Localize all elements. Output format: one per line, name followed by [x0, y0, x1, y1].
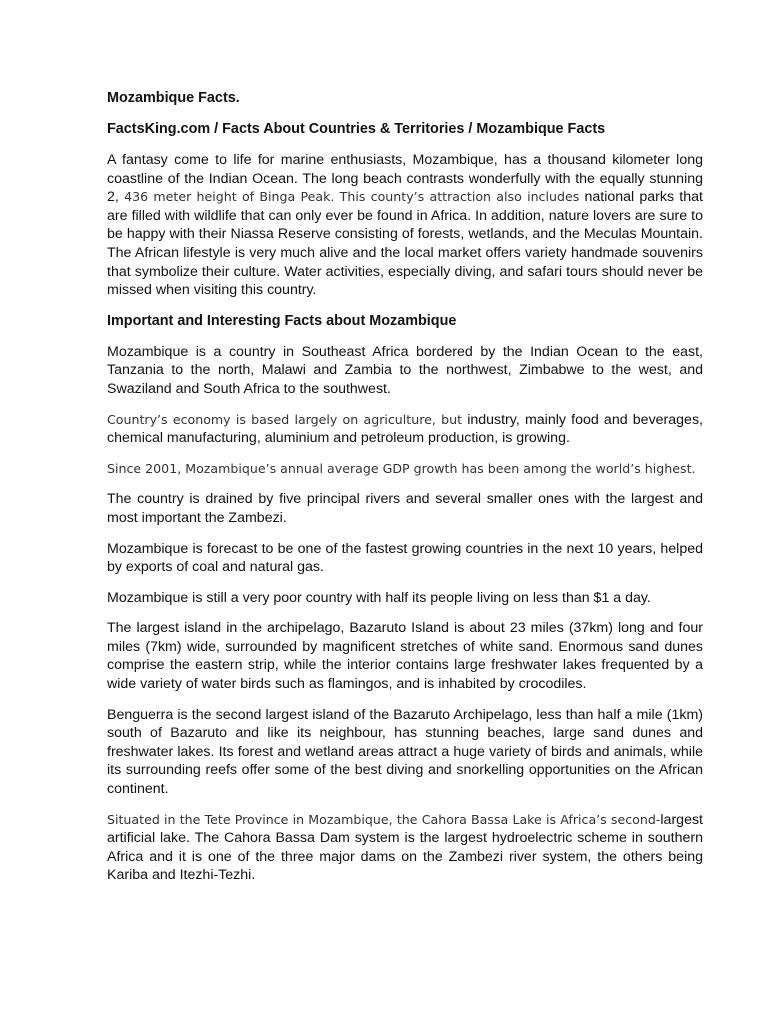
- document-title: Mozambique Facts.: [107, 90, 240, 106]
- benguerra-paragraph: Benguerra is the second largest island of the Bazaruto Archipelago, less than half a mile (1km) south of Bazaruto and like its neighbour, has stunning beaches, large sand dunes and freshwater lakes. Its forest and wetland areas attract a huge variety of birds and animals, while its surrounding reefs offer some of the best diving and snorkelling opportunities on the African continent.: [107, 706, 703, 798]
- gdp-paragraph: Since 2001, Mozambique’s annual average GDP growth has been among the world’s highest.: [107, 460, 696, 476]
- breadcrumb: FactsKing.com / Facts About Countries & Territories / Mozambique Facts: [107, 121, 606, 137]
- cahora-part-1: Situated in the Tete Province in Mozambique, the Cahora Bassa Lake is Africa’s second-: [107, 811, 661, 827]
- economy-part-1: Country’s economy is based largely on agriculture, but: [107, 411, 463, 427]
- section-subheading: Important and Interesting Facts about Mozambique: [107, 312, 457, 329]
- intro-part-3: national parks that are filled with wildlife that can only ever be found in Africa. In addition, nature lovers are sure to be happy with their Niassa Reserve consisting of forests, wetlands, and the Meculas Mountain. The African lifestyle is very much alive and the local market offers variety handmade souvenirs that symbolize their culture. Water activities, especially diving, and safari tours should never be missed when visiting this country.: [107, 189, 703, 299]
- economy-paragraph: [107, 411, 703, 448]
- intro-part-2: 436 meter height of Binga Peak. This county’s attraction also includes: [124, 189, 580, 205]
- forecast-paragraph: Mozambique is forecast to be one of the fastest growing countries in the next 10 years, helped by exports of coal and natural gas.: [107, 540, 703, 576]
- borders-paragraph: Mozambique is a country in Southeast Africa bordered by the Indian Ocean to the east, Tanzania to the north, Malawi and Zambia to the northwest, Zimbabwe to the west, and Swaziland and South Africa to the southwest.: [107, 343, 703, 397]
- rivers-paragraph: The country is drained by five principal rivers and several smaller ones with the largest and most important the Zambezi.: [107, 491, 703, 526]
- intro-paragraph: [107, 151, 703, 300]
- cahora-part-2: largest artificial lake. The Cahora Bassa Dam system is the largest hydroelectric scheme in southern Africa and it is one of the three major dams on the Zambezi river system, the others being Kariba and Itezhi-Tezhi.: [107, 811, 703, 884]
- economy-part-2: industry, mainly food and beverages, chemical manufacturing, aluminium and petroleum production, is growing.: [107, 411, 703, 447]
- bazaruto-paragraph: The largest island in the archipelago, Bazaruto Island is about 23 miles (37km) long and four miles (7km) wide, surrounded by magnificent stretches of white sand. Enormous sand dunes comprise the eastern strip, while the interior contains large freshwater lakes frequented by a wide variety of water birds such as flamingos, and is inhabited by crocodiles.: [107, 620, 703, 693]
- document-page: [107, 89, 703, 897]
- cahora-bassa-paragraph: [107, 811, 703, 885]
- poverty-paragraph: Mozambique is still a very poor country with half its people living on less than $1 a day.: [107, 589, 651, 606]
- intro-part-1: A fantasy come to life for marine enthusiasts, Mozambique, has a thousand kilometer long coastline of the Indian Ocean. The long beach contrasts wonderfully with the equally stunning 2,: [107, 152, 703, 206]
